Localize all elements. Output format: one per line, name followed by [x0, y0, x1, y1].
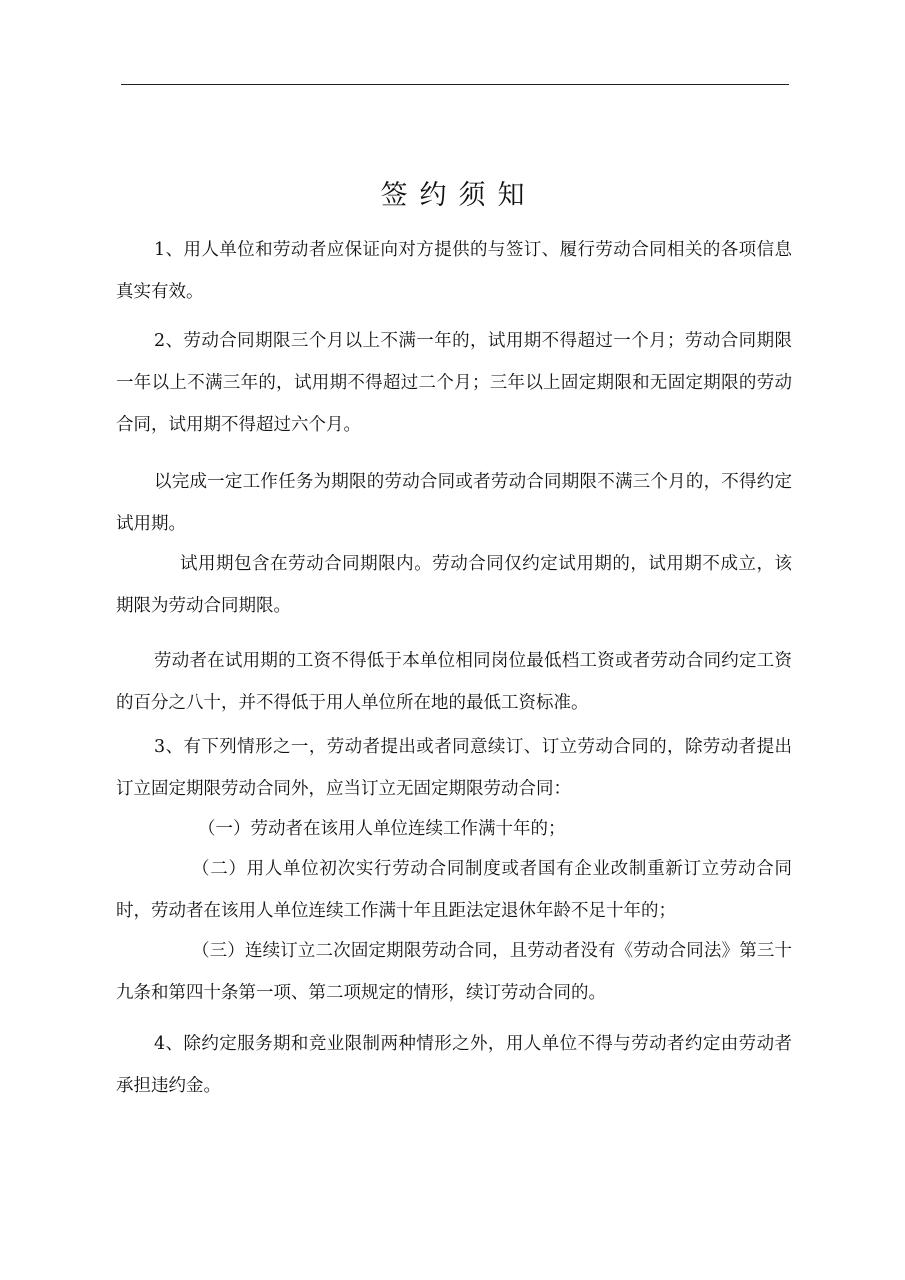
document-title: 签约须知: [380, 180, 537, 211]
clause-2-probation-term: 试用期包含在劳动合同期限内。劳动合同仅约定试用期的，试用期不成立，该期限为劳动合同期限。: [116, 554, 792, 616]
clause-3-item-2: （二）用人单位初次实行劳动合同制度或者国有企业改制重新订立劳动合同时，劳动者在该用人单位连续工作满十年且距法定退休年龄不足十年的；: [116, 859, 792, 921]
clause-2-probation-wage: 劳动者在试用期的工资不得低于本单位相同岗位最低档工资或者劳动合同约定工资的百分之八十，并不得低于用人单位所在地的最低工资标准。: [116, 651, 792, 713]
clause-3: 3、有下列情形之一，劳动者提出或者同意续订、订立劳动合同的，除劳动者提出订立固定期限劳动合同外，应当订立无固定期限劳动合同：: [116, 737, 792, 799]
clause-2: 2、劳动合同期限三个月以上不满一年的，试用期不得超过一个月；劳动合同期限一年以上不满三年的，试用期不得超过二个月；三年以上固定期限和无固定期限的劳动合同，试用期不得超过六个月。: [116, 331, 792, 435]
header-rule: [121, 84, 789, 85]
clause-1: 1、用人单位和劳动者应保证向对方提供的与签订、履行劳动合同相关的各项信息真实有效。: [116, 240, 792, 302]
clause-2-task-term: 以完成一定工作任务为期限的劳动合同或者劳动合同期限不满三个月的，不得约定试用期。: [116, 472, 792, 534]
clause-3-item-1: （一）劳动者在该用人单位连续工作满十年的；: [198, 819, 566, 839]
clause-4: 4、除约定服务期和竞业限制两种情形之外，用人单位不得与劳动者约定由劳动者承担违约金。: [116, 1034, 792, 1096]
clause-3-item-3: （三）连续订立二次固定期限劳动合同，且劳动者没有《劳动合同法》第三十九条和第四十条第一项、第二项规定的情形，续订劳动合同的。: [116, 941, 792, 1003]
